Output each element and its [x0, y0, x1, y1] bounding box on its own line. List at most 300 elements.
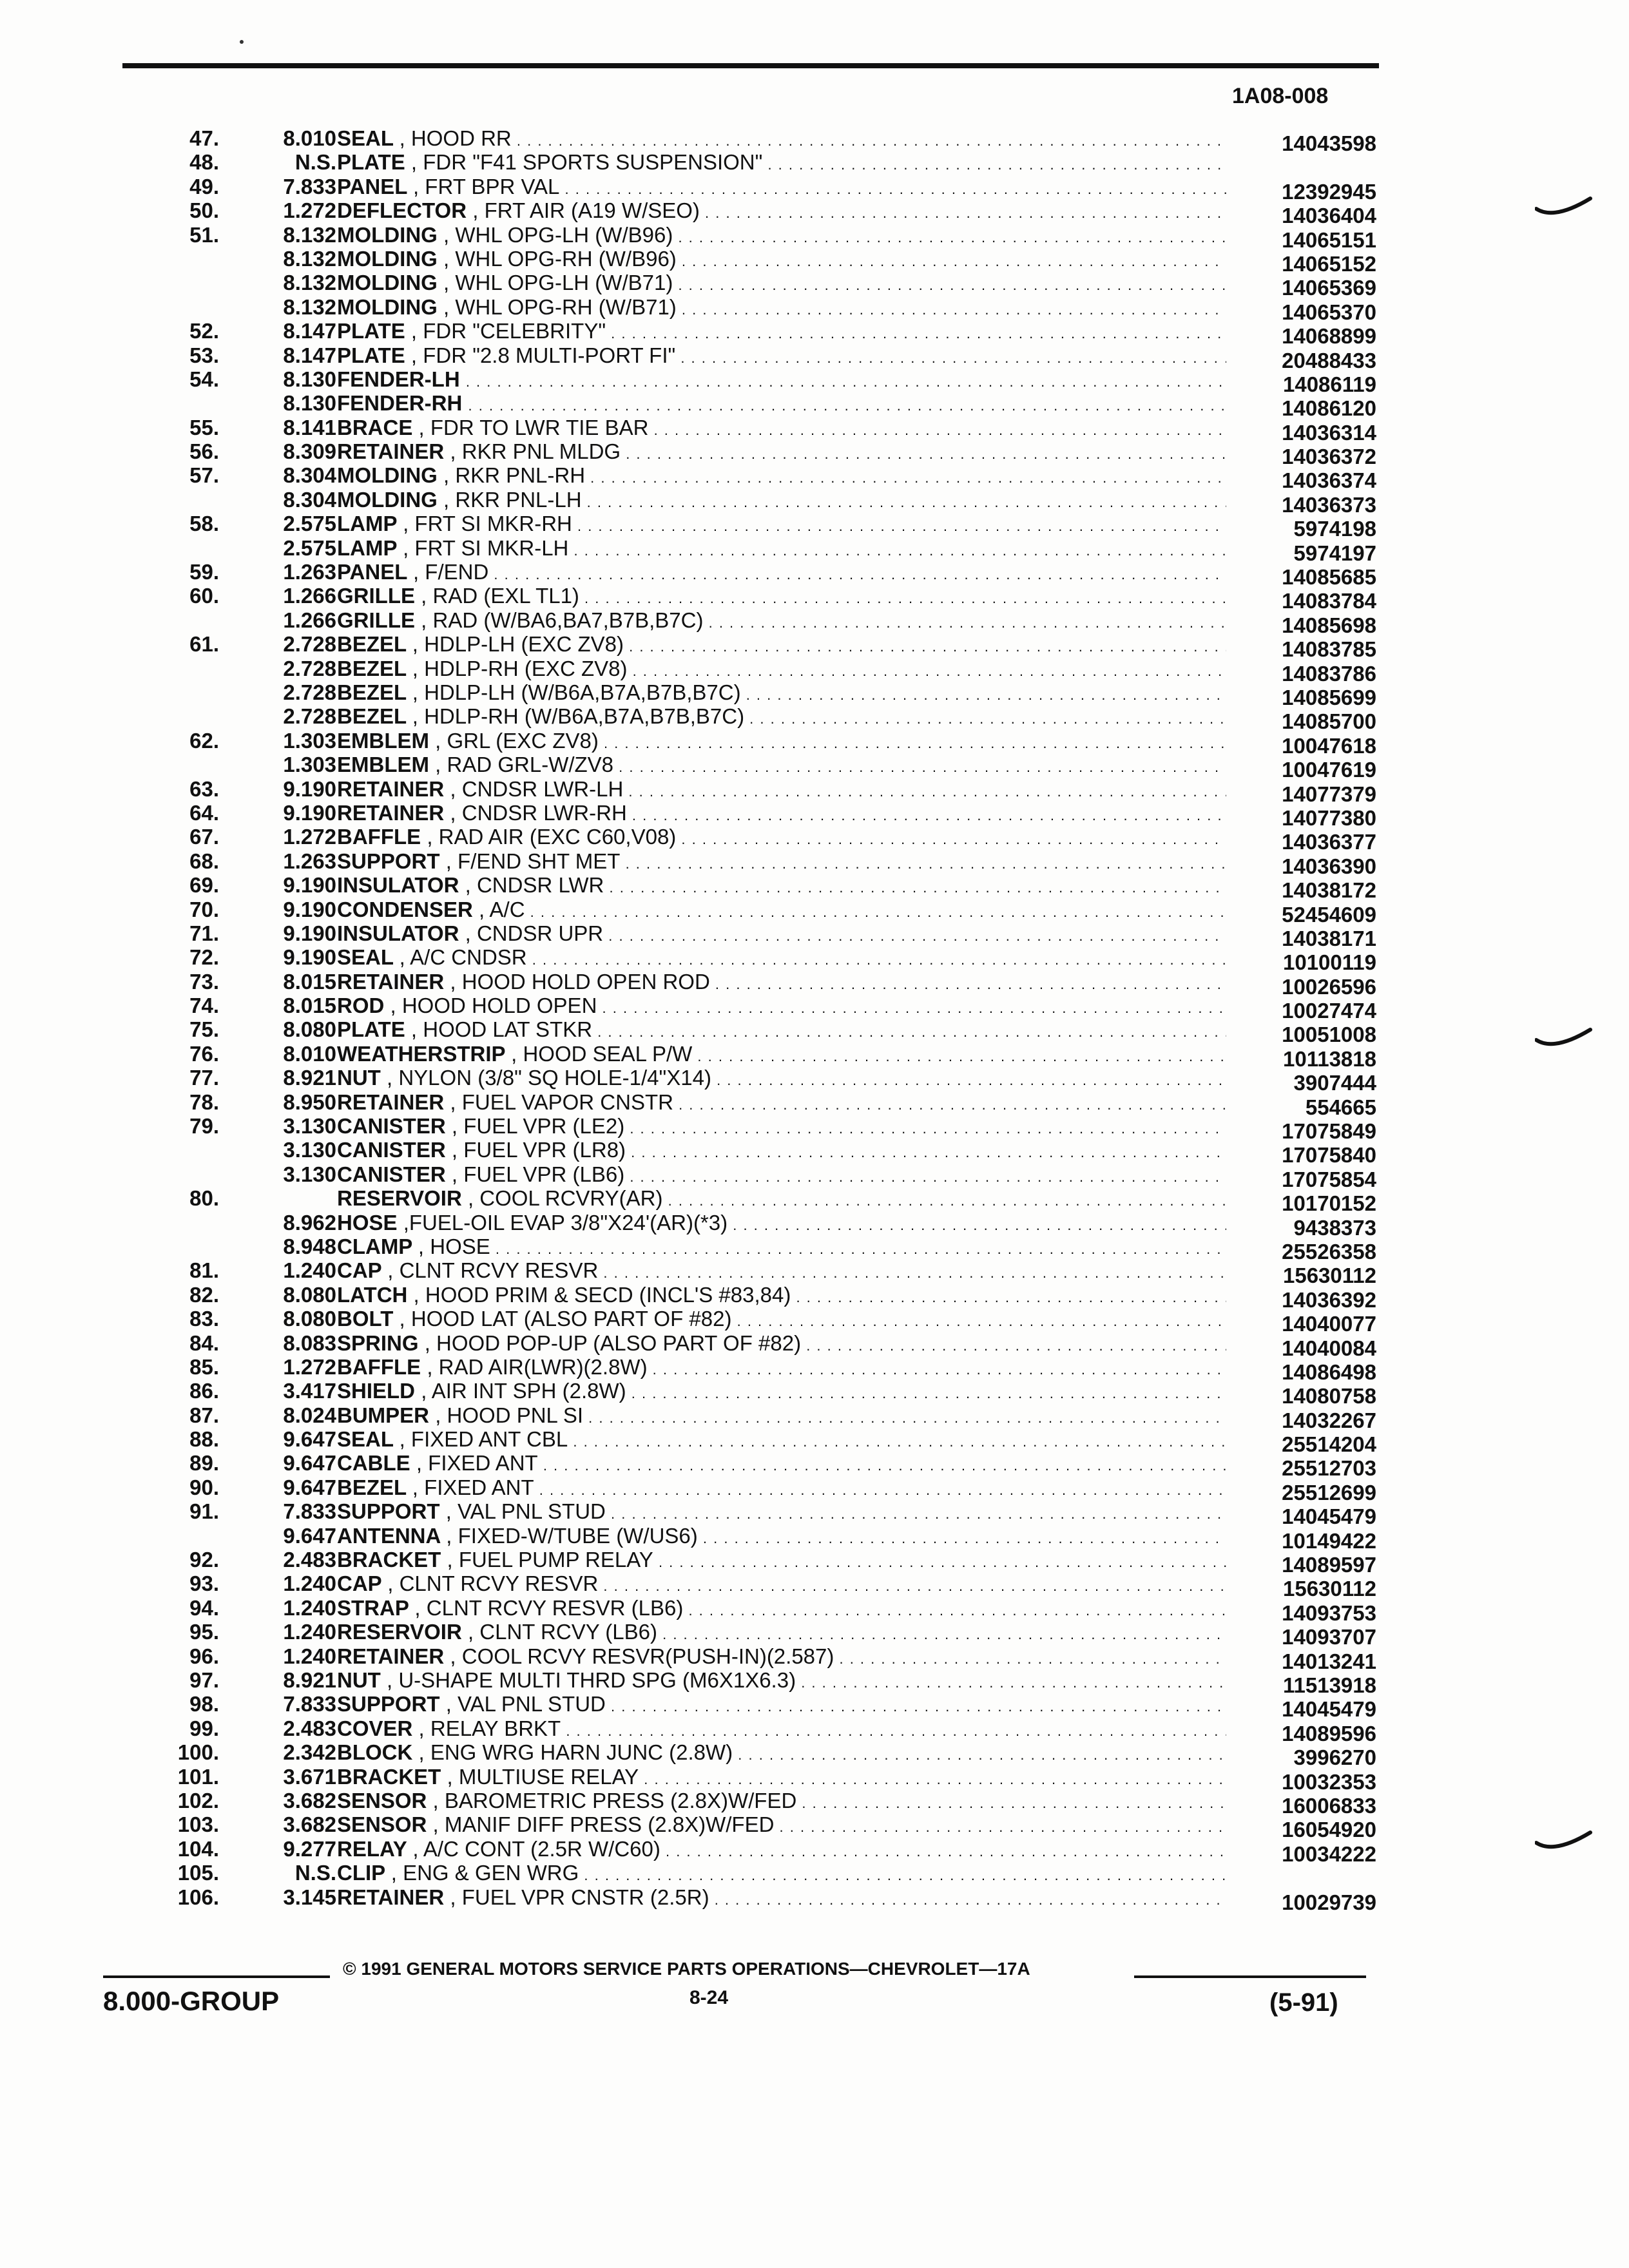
parts-row	[0, 1475, 1629, 1504]
part-name: INSULATOR	[337, 921, 459, 945]
part-name: GRILLE	[337, 608, 415, 632]
item-number: 103.	[177, 1812, 219, 1837]
part-number: 25512703	[1282, 1456, 1376, 1481]
part-name: BRACKET	[337, 1764, 441, 1789]
part-description	[337, 343, 1226, 370]
group-number: 8.080	[283, 1017, 336, 1042]
parts-row	[0, 800, 1629, 830]
part-description	[337, 1017, 1226, 1044]
part-detail: , A/C CONT (2.5R W/C60)	[412, 1836, 660, 1861]
item-number: 59.	[189, 560, 219, 584]
group-number: 9.190	[283, 800, 336, 825]
part-detail: , RAD AIR(LWR)(2.8W)	[427, 1354, 648, 1379]
parts-row	[0, 1307, 1629, 1336]
parts-row	[0, 1379, 1629, 1408]
part-description	[337, 1355, 1226, 1381]
item-number: 69.	[189, 873, 219, 898]
part-number: 10034222	[1282, 1841, 1376, 1866]
part-description	[337, 632, 1226, 658]
part-name: EMBLEM	[337, 753, 429, 777]
item-number: 53.	[189, 343, 219, 367]
part-number: 12392945	[1282, 179, 1376, 204]
part-name: CABLE	[337, 1451, 410, 1475]
item-number: 49.	[189, 174, 219, 198]
part-description	[337, 704, 1226, 731]
part-detail: , CLNT RCVY RESVR	[387, 1571, 599, 1596]
part-name: SUPPORT	[337, 1499, 440, 1524]
parts-row	[0, 1548, 1629, 1577]
parts-row	[0, 246, 1629, 276]
part-detail: , CNDSR LWR	[465, 873, 604, 898]
part-description	[337, 1403, 1226, 1430]
part-number: 25512699	[1282, 1480, 1376, 1504]
part-detail: , RKR PNL-LH	[443, 487, 582, 512]
part-name: CONDENSER	[337, 897, 473, 921]
part-description	[337, 1066, 1226, 1092]
parts-row	[0, 873, 1629, 903]
part-number: 14045479	[1282, 1697, 1376, 1722]
part-name: BUMPER	[337, 1403, 430, 1427]
part-description	[337, 223, 1226, 249]
part-detail: , HDLP-RH (W/B6A,B7A,B7B,B7C)	[412, 704, 745, 729]
part-detail: ,FUEL-OIL EVAP 3/8"X24'(AR)(*3)	[403, 1210, 728, 1235]
group-number: N.S.	[294, 1861, 336, 1885]
part-number: 14083785	[1282, 637, 1376, 662]
group-number: N.S.	[294, 150, 336, 175]
group-number: 3.130	[283, 1114, 336, 1139]
part-number: 5974197	[1293, 541, 1376, 565]
item-number: 100.	[177, 1740, 219, 1765]
group-number: 8.083	[283, 1331, 336, 1355]
group-number: 9.190	[283, 921, 336, 945]
part-number: 14065151	[1282, 227, 1376, 252]
part-name: DEFLECTOR	[337, 198, 467, 223]
part-description	[337, 584, 1226, 610]
parts-row	[0, 1861, 1629, 1885]
item-number: 51.	[189, 222, 219, 247]
group-number: 1.240	[283, 1644, 336, 1668]
part-description	[337, 1211, 1226, 1237]
part-detail: , HOOD LAT (ALSO PART OF #82)	[399, 1307, 732, 1331]
group-number: 1.272	[283, 198, 336, 223]
part-detail: , RKR PNL MLDG	[450, 439, 621, 464]
parts-row	[0, 1451, 1629, 1481]
parts-row	[0, 1692, 1629, 1722]
part-detail: , WHL OPG-LH (W/B71)	[443, 271, 673, 295]
part-description	[337, 295, 1226, 322]
part-description	[337, 1138, 1226, 1164]
parts-row	[0, 1788, 1629, 1818]
part-number: 10026596	[1282, 974, 1376, 999]
footer-rule-left	[103, 1975, 330, 1978]
part-description	[337, 921, 1226, 948]
part-name: SENSOR	[337, 1812, 427, 1837]
part-name: PLATE	[337, 150, 405, 175]
part-name: CANISTER	[337, 1138, 446, 1162]
parts-row	[0, 1620, 1629, 1649]
part-number: 20488433	[1282, 348, 1376, 372]
part-description	[337, 271, 1226, 297]
part-detail: , AIR INT SPH (2.8W)	[421, 1379, 626, 1403]
item-number: 94.	[189, 1595, 219, 1620]
part-name: NUT	[337, 1066, 381, 1090]
parts-row	[0, 1764, 1629, 1794]
group-number: 8.015	[283, 969, 336, 994]
part-detail: , RAD (EXL TL1)	[421, 584, 579, 608]
part-name: SPRING	[337, 1331, 419, 1355]
item-number: 84.	[189, 1331, 219, 1355]
part-number: 14065369	[1282, 276, 1376, 300]
part-number: 14040077	[1282, 1312, 1376, 1336]
parts-row	[0, 415, 1629, 445]
parts-row	[0, 1041, 1629, 1071]
part-number: 10032353	[1282, 1769, 1376, 1794]
parts-row	[0, 271, 1629, 300]
part-detail: , FRT SI MKR-LH	[403, 535, 569, 560]
part-name: FENDER-LH	[337, 367, 460, 391]
part-description	[337, 391, 1226, 418]
part-number: 14036404	[1282, 204, 1376, 228]
group-number: 1.303	[283, 753, 336, 777]
part-detail: , MULTIUSE RELAY	[447, 1764, 639, 1789]
part-number: 14093707	[1282, 1625, 1376, 1649]
part-description	[337, 849, 1226, 876]
part-detail: , FDR "F41 SPORTS SUSPENSION"	[410, 150, 763, 175]
part-name: BEZEL	[337, 1475, 407, 1499]
part-description	[337, 1692, 1226, 1718]
parts-row	[0, 656, 1629, 686]
item-number: 93.	[189, 1571, 219, 1596]
group-number: 8.950	[283, 1090, 336, 1114]
parts-row	[0, 512, 1629, 541]
item-number: 81.	[189, 1258, 219, 1283]
part-detail: , VAL PNL STUD	[445, 1499, 606, 1524]
part-description	[337, 1331, 1226, 1358]
parts-row	[0, 1186, 1629, 1216]
item-number: 71.	[189, 921, 219, 945]
part-number: 14083784	[1282, 589, 1376, 613]
item-number: 68.	[189, 849, 219, 873]
item-number: 63.	[189, 776, 219, 801]
part-detail: , CLNT RCVY RESVR (LB6)	[414, 1595, 684, 1620]
part-number: 10051008	[1282, 1023, 1376, 1047]
part-detail: , FRT BPR VAL	[412, 174, 560, 198]
parts-row	[0, 319, 1629, 349]
part-description	[337, 1307, 1226, 1333]
part-number: 10029739	[1282, 1890, 1376, 1914]
item-number: 52.	[189, 319, 219, 343]
group-number: 8.921	[283, 1066, 336, 1090]
parts-row	[0, 463, 1629, 493]
item-number: 50.	[189, 198, 219, 223]
parts-row	[0, 1716, 1629, 1745]
part-name: SEAL	[337, 1427, 394, 1452]
page-code: 1A08-008	[1232, 84, 1329, 108]
part-detail: , U-SHAPE MULTI THRD SPG (M6X1X6.3)	[387, 1668, 796, 1692]
part-name: PLATE	[337, 319, 405, 343]
part-detail: , COOL RCVY RESVR(PUSH-IN)(2.587)	[450, 1644, 834, 1668]
part-name: FENDER-RH	[337, 391, 463, 416]
part-number: 3907444	[1293, 1071, 1376, 1095]
part-number: 17075854	[1282, 1167, 1376, 1191]
part-description	[337, 319, 1226, 345]
group-number: 8.141	[283, 415, 336, 439]
group-number: 1.240	[283, 1258, 336, 1283]
item-number: 91.	[189, 1499, 219, 1524]
part-name: ROD	[337, 994, 385, 1018]
group-number: 8.024	[283, 1403, 336, 1427]
part-number: 15630112	[1282, 1264, 1376, 1288]
part-description	[337, 560, 1226, 586]
part-description	[337, 1668, 1226, 1695]
parts-row	[0, 222, 1629, 252]
part-name: MOLDING	[337, 487, 438, 512]
part-name: PANEL	[337, 560, 407, 584]
part-detail: , CNDSR LWR-LH	[450, 776, 624, 801]
part-detail: , NYLON (3/8" SQ HOLE-1/4"X14)	[387, 1066, 711, 1090]
parts-row	[0, 1017, 1629, 1047]
part-name: RETAINER	[337, 800, 445, 825]
group-number: 1.272	[283, 1354, 336, 1379]
part-name: BEZEL	[337, 704, 407, 729]
part-number: 14089596	[1282, 1721, 1376, 1745]
part-description	[337, 825, 1226, 851]
group-number: 8.080	[283, 1282, 336, 1307]
item-number: 73.	[189, 969, 219, 994]
item-number: 74.	[189, 994, 219, 1018]
parts-row	[0, 174, 1629, 204]
part-description	[337, 1379, 1226, 1405]
group-number: 8.132	[283, 294, 336, 319]
part-name: LAMP	[337, 512, 397, 536]
group-number: 1.272	[283, 825, 336, 849]
part-name: WEATHERSTRIP	[337, 1041, 505, 1066]
part-name: BEZEL	[337, 656, 407, 680]
part-number: 14089597	[1282, 1553, 1376, 1577]
part-detail: , HOOD LAT STKR	[410, 1017, 593, 1042]
parts-row	[0, 969, 1629, 999]
part-description	[337, 753, 1226, 779]
part-number: 14040084	[1282, 1336, 1376, 1360]
part-detail: , A/C CNDSR	[399, 945, 527, 970]
group-number: 8.921	[283, 1668, 336, 1692]
parts-row	[0, 1885, 1629, 1914]
item-number: 60.	[189, 584, 219, 608]
parts-row	[0, 1090, 1629, 1119]
part-detail: , CLNT RCVY RESVR	[387, 1258, 599, 1283]
part-name: RETAINER	[337, 1644, 445, 1668]
parts-row	[0, 1595, 1629, 1625]
item-number: 64.	[189, 800, 219, 825]
parts-row	[0, 897, 1629, 927]
group-number: 8.130	[283, 367, 336, 391]
part-number: 14036372	[1282, 445, 1376, 469]
part-description	[337, 657, 1226, 683]
parts-row	[0, 849, 1629, 878]
part-number: 14085699	[1282, 685, 1376, 709]
item-number: 67.	[189, 825, 219, 849]
part-detail: , CLNT RCVY (LB6)	[467, 1620, 657, 1644]
part-description	[337, 1283, 1226, 1309]
part-detail: , RAD (W/BA6,BA7,B7B,B7C)	[421, 608, 704, 632]
group-number: 8.309	[283, 439, 336, 464]
part-number: 52454609	[1282, 902, 1376, 927]
group-number: 8.015	[283, 994, 336, 1018]
group-number: 3.417	[283, 1379, 336, 1403]
part-name: SHIELD	[337, 1379, 416, 1403]
part-number: 17075849	[1282, 1119, 1376, 1144]
part-number: 14077379	[1282, 782, 1376, 806]
group-number: 3.682	[283, 1788, 336, 1812]
parts-row	[0, 1523, 1629, 1553]
group-number: 1.263	[283, 560, 336, 584]
part-detail: , F/END SHT MET	[445, 849, 621, 873]
parts-row	[0, 367, 1629, 396]
parts-row	[0, 1499, 1629, 1529]
group-number: 9.190	[283, 897, 336, 921]
part-description	[337, 1861, 1226, 1887]
part-detail: , RAD AIR (EXC C60,V08)	[427, 825, 677, 849]
part-detail: , FUEL VAPOR CNSTR	[450, 1090, 673, 1114]
part-number: 10149422	[1282, 1528, 1376, 1553]
item-number: 102.	[177, 1788, 219, 1812]
item-number: 83.	[189, 1307, 219, 1331]
part-description	[337, 994, 1226, 1020]
item-number: 106.	[177, 1885, 219, 1909]
part-name: MOLDING	[337, 246, 438, 271]
part-number: 14085700	[1282, 709, 1376, 734]
part-number: 14065370	[1282, 300, 1376, 324]
group-number: 9.277	[283, 1836, 336, 1861]
parts-row	[0, 391, 1629, 421]
stray-dot-mark	[240, 40, 244, 44]
part-detail: , HOOD HOLD OPEN	[390, 994, 597, 1018]
part-number: 14086498	[1282, 1360, 1376, 1384]
parts-row	[0, 728, 1629, 758]
part-detail: , HDLP-RH (EXC ZV8)	[412, 656, 628, 680]
part-name: CLIP	[337, 1861, 385, 1885]
group-number: 8.304	[283, 487, 336, 512]
parts-row	[0, 1427, 1629, 1457]
part-description	[337, 1524, 1226, 1550]
top-rule	[122, 63, 1379, 68]
group-number: 2.728	[283, 680, 336, 704]
part-description	[337, 1427, 1226, 1454]
item-number: 47.	[189, 126, 219, 150]
part-description	[337, 777, 1226, 803]
group-number: 8.010	[283, 1041, 336, 1066]
part-number: 14036314	[1282, 420, 1376, 445]
part-detail: , MANIF DIFF PRESS (2.8X)W/FED	[432, 1812, 775, 1837]
part-name: CAP	[337, 1571, 382, 1596]
part-description	[337, 488, 1226, 514]
part-number: 14080758	[1282, 1384, 1376, 1408]
part-description	[337, 1090, 1226, 1117]
item-number: 80.	[189, 1186, 219, 1211]
group-number: 9.647	[283, 1427, 336, 1452]
part-name: BOLT	[337, 1307, 394, 1331]
parts-row	[0, 1740, 1629, 1770]
part-detail: , FIXED ANT CBL	[399, 1427, 568, 1452]
part-number: 14085685	[1282, 565, 1376, 590]
item-number: 85.	[189, 1354, 219, 1379]
part-detail: , RAD GRL-W/ZV8	[435, 753, 614, 777]
part-number: 10027474	[1282, 999, 1376, 1023]
part-detail: , FIXED-W/TUBE (W/US6)	[446, 1523, 698, 1548]
part-name: RESERVOIR	[337, 1186, 462, 1211]
item-number: 77.	[189, 1066, 219, 1090]
item-number: 101.	[177, 1764, 219, 1789]
parts-list	[0, 126, 1629, 1914]
part-name: RELAY	[337, 1836, 407, 1861]
part-description	[337, 680, 1226, 707]
group-number: 3.130	[283, 1138, 336, 1162]
part-description	[337, 247, 1226, 273]
parts-row	[0, 1138, 1629, 1168]
part-name: MOLDING	[337, 222, 438, 247]
part-number: 554665	[1305, 1095, 1376, 1119]
part-name: PLATE	[337, 343, 405, 367]
group-number: 2.575	[283, 535, 336, 560]
part-detail: , HDLP-LH (EXC ZV8)	[412, 632, 624, 657]
item-number: 55.	[189, 415, 219, 439]
part-name: PANEL	[337, 174, 407, 198]
group-number: 3.145	[283, 1885, 336, 1909]
item-number: 54.	[189, 367, 219, 391]
footer-page-number: 8-24	[689, 1987, 729, 2008]
part-name: HOSE	[337, 1210, 398, 1235]
part-detail: , FIXED ANT	[416, 1451, 538, 1475]
item-number: 92.	[189, 1548, 219, 1572]
part-detail: , CNDSR UPR	[465, 921, 604, 945]
part-name: SENSOR	[337, 1788, 427, 1812]
part-description	[337, 873, 1226, 899]
item-number: 62.	[189, 728, 219, 753]
item-number: 82.	[189, 1282, 219, 1307]
part-detail: , FRT SI MKR-RH	[403, 512, 572, 536]
part-name: RETAINER	[337, 439, 445, 464]
part-number: 10170152	[1282, 1191, 1376, 1216]
part-number: 14045479	[1282, 1504, 1376, 1529]
part-name: SEAL	[337, 945, 394, 970]
part-number: 14036392	[1282, 1287, 1376, 1312]
part-description	[337, 198, 1226, 225]
group-number: 8.080	[283, 1307, 336, 1331]
group-number: 8.130	[283, 391, 336, 416]
part-number: 11513918	[1282, 1673, 1376, 1697]
check-mark-icon	[1535, 1829, 1593, 1854]
part-number: 17075840	[1282, 1143, 1376, 1168]
part-number: 14043598	[1282, 131, 1376, 155]
part-name: EMBLEM	[337, 728, 429, 753]
part-number: 14068899	[1282, 324, 1376, 349]
part-name: GRILLE	[337, 584, 415, 608]
part-name: LATCH	[337, 1282, 408, 1307]
part-description	[337, 1186, 1226, 1213]
part-description	[337, 801, 1226, 827]
part-detail: , FIXED ANT	[412, 1475, 534, 1499]
part-detail: , VAL PNL STUD	[445, 1692, 606, 1716]
part-description	[337, 1451, 1226, 1477]
part-number: 3996270	[1293, 1745, 1376, 1770]
group-number: 8.010	[283, 126, 336, 150]
parts-row	[0, 1812, 1629, 1842]
part-detail: , WHL OPG-LH (W/B96)	[443, 222, 673, 247]
item-number: 99.	[189, 1716, 219, 1740]
part-detail: , FUEL VPR (LR8)	[451, 1138, 626, 1162]
group-number: 3.682	[283, 1812, 336, 1837]
part-name: MOLDING	[337, 463, 438, 488]
